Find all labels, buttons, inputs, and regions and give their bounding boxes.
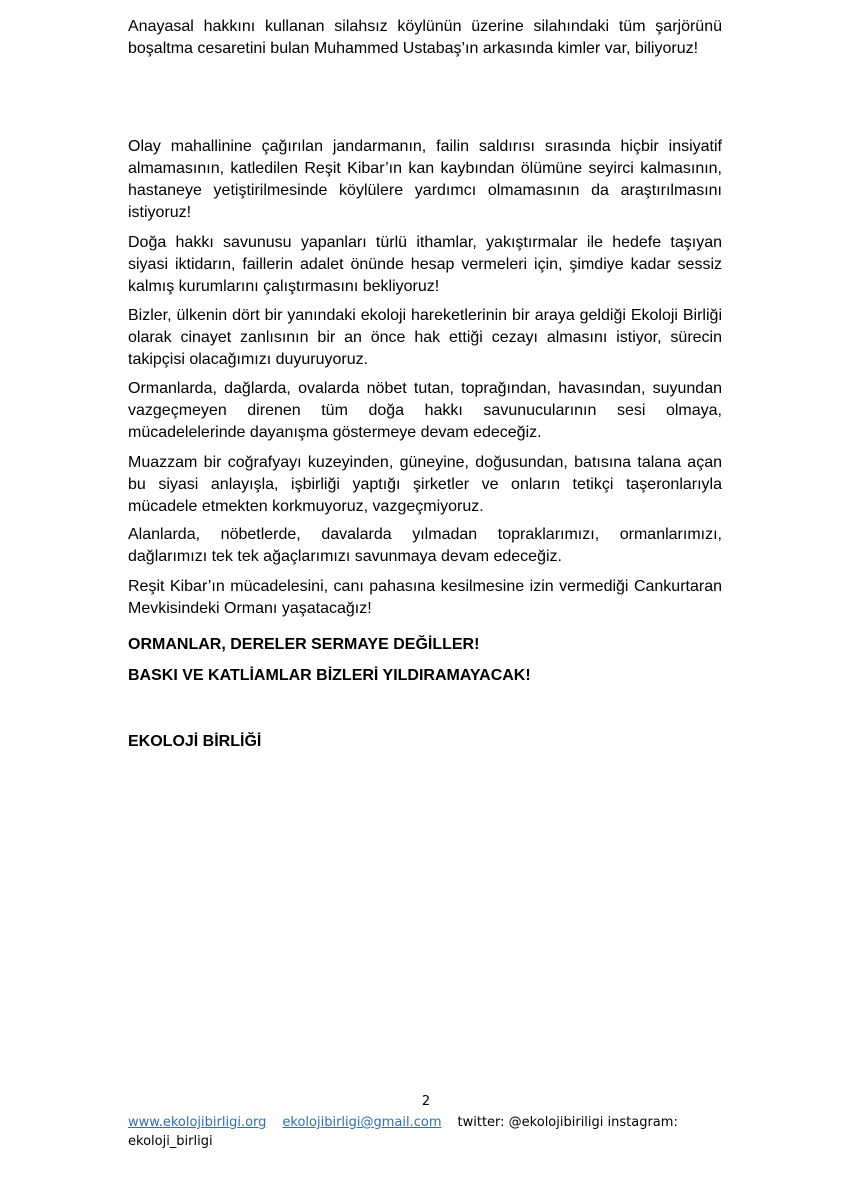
email-link[interactable]: ekolojibirligi@gmail.com [282, 1115, 442, 1130]
page-number: 2 [421, 1094, 431, 1109]
paragraph-7: Alanlarda, nöbetlerde, davalarda yılmadan topraklarımızı, ormanlarımızı, dağlarımızı tek tek ağaçlarımızı savunmaya devam edeceğiz. [128, 526, 722, 565]
slogan-2: BASKI VE KATLİAMLAR BİZLERİ YILDIRAMAYACAK! [128, 667, 531, 684]
paragraph-3: Doğa hakkı savunusu yapanları türlü ithamlar, yakıştırmalar ile hedefe taşıyan siyasi iktidarın, faillerin adalet önünde hesap vermeleri için, şimdiye kadar sessiz kalmış kurumlarını çalıştırmasını bekliyoruz! [128, 234, 722, 295]
paragraph-1: Anayasal hakkını kullanan silahsız köylünün üzerine silahındaki tüm şarjörünü boşaltma cesaretini bulan Muhammed Ustabaş’ın arkasında kimler var, biliyoruz! [128, 18, 722, 57]
paragraph-2: Olay mahallinine çağırılan jandarmanın, failin saldırısı sırasında hiçbir insiyatif almamasının, katledilen Reşit Kibar’ın kan kaybından ölümüne seyirci kalmasının, hastaneye yetiştirilmesinde köylülere yardımcı olmamasının da araştırılmasını istiyoruz! [128, 138, 722, 221]
social-handles: twitter: @ekolojibiriligi instagram: ekoloji_birligi [128, 1115, 678, 1149]
paragraph-8: Reşit Kibar’ın mücadelesini, canı pahasına kesilmesine izin vermediği Cankurtaran Mevkisindeki Ormanı yaşatacağız! [128, 578, 722, 617]
paragraph-6: Muazzam bir coğrafyayı kuzeyinden, güneyine, doğusundan, batısına talana açan bu siyasi anlayışla, işbirliği yaptığı şirketler ve onların tetikçi taşeronlarıyla mücadele etmekten korkmuyoruz, vazgeçmiyoruz. [128, 454, 722, 515]
website-link[interactable]: www.ekolojibirligi.org [128, 1115, 267, 1130]
footer [128, 1113, 728, 1151]
signature: EKOLOJİ BİRLİĞİ [128, 733, 262, 750]
paragraph-5: Ormanlarda, dağlarda, ovalarda nöbet tutan, toprağından, havasından, suyundan vazgeçmeyen direnen tüm doğa hakkı savunucularının sesi olmaya, mücadelelerinde dayanışma göstermeye devam edeceğiz. [128, 380, 722, 441]
slogan-1: ORMANLAR, DERELER SERMAYE DEĞİLLER! [128, 636, 480, 653]
paragraph-4: Bizler, ülkenin dört bir yanındaki ekoloji hareketlerinin bir araya geldiği Ekoloji Birliği olarak cinayet zanlısının bir an önce hak ettiği cezayı almasını istiyor, sürecin takipçisi olacağımızı duyuruyoruz. [128, 307, 722, 368]
